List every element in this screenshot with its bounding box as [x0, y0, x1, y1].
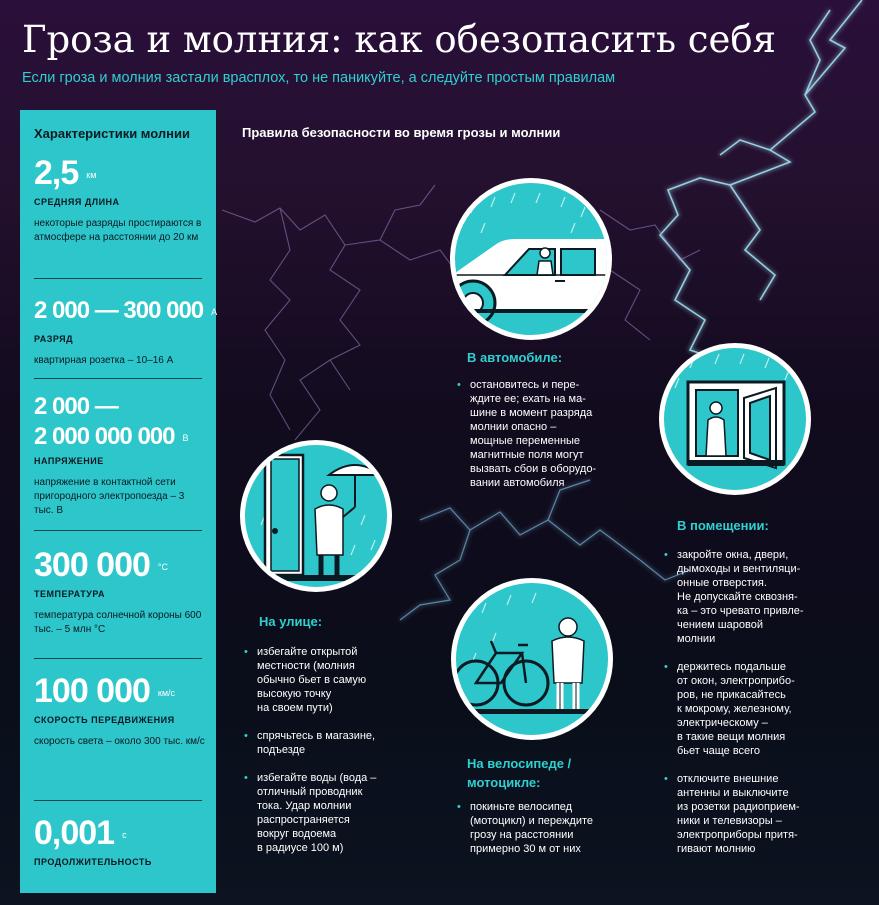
- stat-unit: А: [211, 306, 218, 317]
- stat-unit: км: [86, 170, 97, 181]
- stat-unit: °С: [157, 562, 169, 573]
- stat-value: 2 000 000 000: [34, 423, 175, 450]
- stat-desc: некоторые разряды простираются в атмосфере на расстоянии до 20 км: [34, 218, 202, 244]
- stat-value: 2 000 — 300 000: [34, 297, 204, 324]
- indoor-illustration: [659, 343, 811, 495]
- list-item: • отключите внешние антенны и выключите из розетки радиоприем- ники и телевизоры – электроприборы притя- гивают молнию: [664, 772, 874, 856]
- list-item: • спрячьтесь в магазине, подъезде: [244, 729, 444, 757]
- divider: [34, 800, 202, 801]
- stat-unit: км/с: [157, 688, 176, 699]
- divider: [34, 278, 202, 279]
- indoor-section-title: В помещении:: [677, 518, 769, 533]
- list-item: • закройте окна, двери, дымоходы и вентиляци- онные отверстия. Не допускайте сквозня- ка – это чревато привле- чением шаровой молнии: [664, 548, 874, 646]
- list-item: • покиньте велосипед (мотоцикл) и переждите грозу на расстоянии примерно 30 м от них: [457, 800, 657, 856]
- stat-label: СКОРОСТЬ ПЕРЕДВИЖЕНИЯ: [34, 715, 175, 726]
- car-section-title: В автомобиле:: [467, 350, 563, 365]
- characteristics-title: Характеристики молнии: [34, 126, 190, 141]
- stat-length: [34, 154, 206, 245]
- page-subtitle: Если гроза и молния застали врасплох, то не паникуйте, а следуйте простым правилам: [22, 70, 616, 86]
- stat-label: СРЕДНЯЯ ДЛИНА: [34, 197, 120, 208]
- divider: [34, 658, 202, 659]
- list-item: • избегайте открытой местности (молния обычно бьет в самую высокую точку на своем пути): [244, 645, 444, 715]
- page-title: Гроза и молния: как обезопасить себя: [22, 18, 777, 61]
- car-rules-list: [457, 378, 657, 504]
- stat-label: НАПРЯЖЕНИЕ: [34, 455, 104, 466]
- list-item: • остановитесь и пере- ждите ее; ехать на ма- шине в момент разряда молнии опасно – мощные переменные магнитные поля могут вызвать сбои в оборудо- вании автомобиля: [457, 378, 657, 490]
- stat-value: 2,5: [34, 154, 79, 192]
- divider: [34, 530, 202, 531]
- stat-value: 100 000: [34, 672, 150, 710]
- stat-unit: В: [182, 432, 189, 443]
- stat-desc: квартирная розетка – 10–16 А: [34, 354, 174, 366]
- stat-value-line1: 2 000 —: [34, 393, 118, 420]
- stat-unit: с: [122, 830, 127, 841]
- stat-discharge: [34, 292, 218, 368]
- stat-desc: скорость света – около 300 тыс. км/с: [34, 736, 205, 748]
- car-illustration: [450, 178, 612, 340]
- street-section-title: На улице:: [259, 614, 323, 629]
- indoor-rules-list: [664, 548, 874, 870]
- list-item: • держитесь подальше от окон, электроприбо- ров, не прикасайтесь к мокрому, железному, электрическому – в такие вещи молния бьет чаще всего: [664, 660, 874, 758]
- stat-value: 300 000: [34, 546, 150, 584]
- bike-section-title: На велосипеде / мотоцикле:: [467, 756, 572, 790]
- stat-label: РАЗРЯД: [34, 333, 74, 344]
- divider: [34, 378, 202, 379]
- street-illustration: [240, 440, 392, 592]
- characteristics-panel: [20, 110, 216, 893]
- stat-temperature: [34, 546, 206, 637]
- stat-duration: [34, 814, 206, 869]
- stat-value: 0,001: [34, 814, 115, 852]
- bike-illustration: [451, 578, 613, 740]
- street-rules-list: [244, 645, 444, 869]
- stat-desc: напряжение в контактной сети пригородного электропоезда – 3 тыс. В: [34, 476, 185, 516]
- car-icon: [455, 183, 607, 335]
- bike-rules-list: [457, 800, 657, 870]
- stat-speed: [34, 672, 206, 749]
- stat-desc: температура солнечной короны 600 тыс. – 5 млн °С: [34, 610, 202, 636]
- stat-label: ПРОДОЛЖИТЕЛЬНОСТЬ: [34, 857, 152, 868]
- list-item: • избегайте воды (вода – отличный проводник тока. Удар молнии распространяется вокруг водоема в радиусе 100 м): [244, 771, 444, 855]
- rules-title: Правила безопасности во время грозы и молнии: [242, 125, 561, 140]
- stat-label: ТЕМПЕРАТУРА: [34, 589, 106, 600]
- umbrella-person-icon: [245, 445, 387, 587]
- bicycle-icon: [456, 583, 608, 735]
- stat-voltage: [34, 392, 206, 518]
- window-icon: [664, 348, 806, 490]
